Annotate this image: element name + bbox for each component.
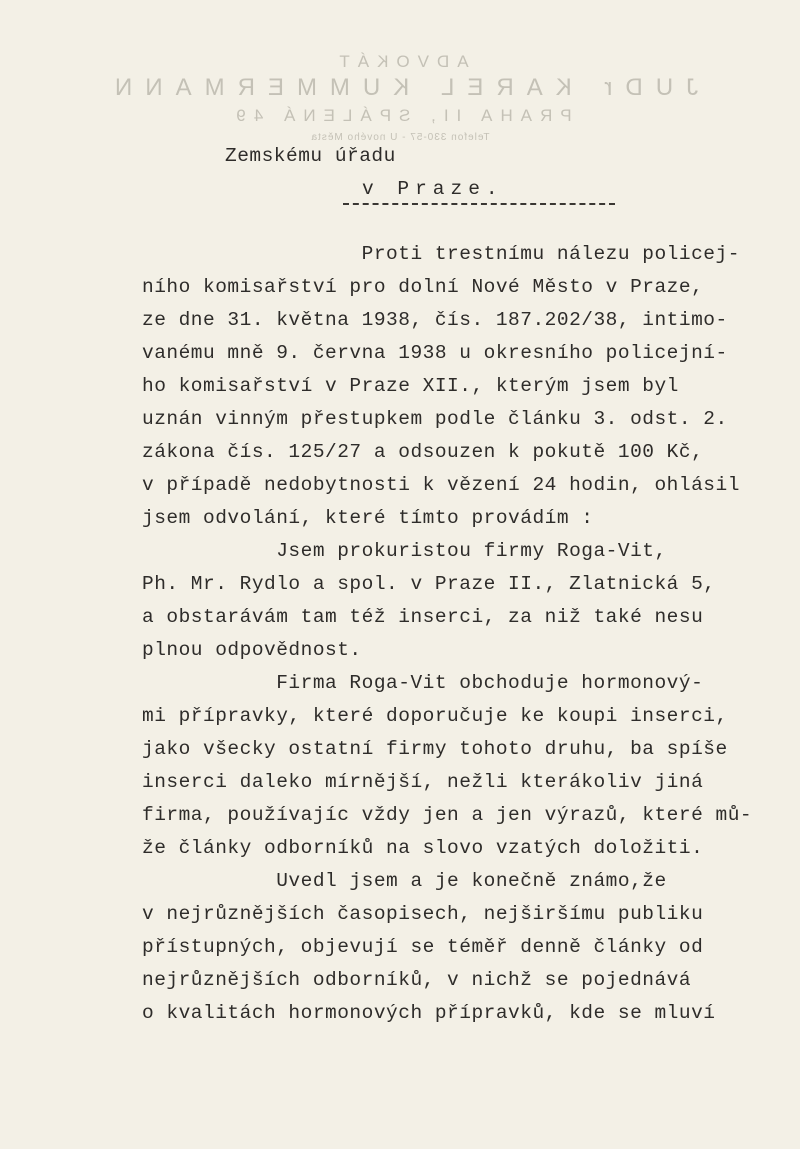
body-line: Jsem prokuristou firmy Roga-Vit, <box>142 540 667 562</box>
letterhead-name: JUDr KAREL KUMMERMANN <box>101 74 699 101</box>
body-line: v případě nedobytnosti k vězení 24 hodin, ohlásil <box>142 474 740 496</box>
body-line: a obstarávám tam též inserci, za niž také nesu <box>142 606 704 628</box>
letterhead-address: PRAHA II, SPÁLENÁ 49 <box>228 106 572 125</box>
body-line: mi přípravky, které doporučuje ke koupi inserci, <box>142 705 728 727</box>
body-line: Ph. Mr. Rydlo a spol. v Praze II., Zlatnická 5, <box>142 573 716 595</box>
body-line: Proti trestnímu nálezu policej- <box>142 243 740 265</box>
recipient-underline <box>343 203 615 205</box>
body-line: zákona čís. 125/27 a odsouzen k pokutě 100 Kč, <box>142 441 704 463</box>
body-line: v nejrůznějších časopisech, nejširšímu publiku <box>142 903 704 925</box>
recipient-office: Zemskému úřadu <box>225 145 396 167</box>
body-line: ho komisařství v Praze XII., kterým jsem byl <box>142 375 679 397</box>
body-line: jako všecky ostatní firmy tohoto druhu, ba spíše <box>142 738 728 760</box>
body-line: plnou odpovědnost. <box>142 639 362 661</box>
letterhead-phone: Telefon 330-57 - U nového Města <box>310 132 490 143</box>
body-line: uznán vinným přestupkem podle článku 3. odst. 2. <box>142 408 728 430</box>
body-line: firma, používajíc vždy jen a jen výrazů, které mů- <box>142 804 753 826</box>
body-line: že články odborníků na slovo vzatých doložiti. <box>142 837 704 859</box>
body-line: jsem odvolání, které tímto provádím : <box>142 507 594 529</box>
body-line: o kvalitách hormonových přípravků, kde se mluví <box>142 1002 716 1024</box>
body-line: ze dne 31. května 1938, čís. 187.202/38, intimo- <box>142 309 728 331</box>
body-line: nejrůznějších odborníků, v nichž se pojednává <box>142 969 692 991</box>
body-line: ního komisařství pro dolní Nové Město v Praze, <box>142 276 704 298</box>
body-line: inserci daleko mírnější, nežli kterákoliv jiná <box>142 771 704 793</box>
body-line: Firma Roga-Vit obchoduje hormonový- <box>142 672 704 694</box>
body-line: přístupných, objevují se téměř denně články od <box>142 936 704 958</box>
body-line: Uvedl jsem a je konečně známo,že <box>142 870 667 892</box>
letterhead-title: ADVOKÁT <box>331 52 469 71</box>
body-line: vanému mně 9. června 1938 u okresního policejní- <box>142 342 728 364</box>
letterhead-bleed-through <box>0 52 800 143</box>
recipient-city: v Praze. <box>362 178 504 200</box>
